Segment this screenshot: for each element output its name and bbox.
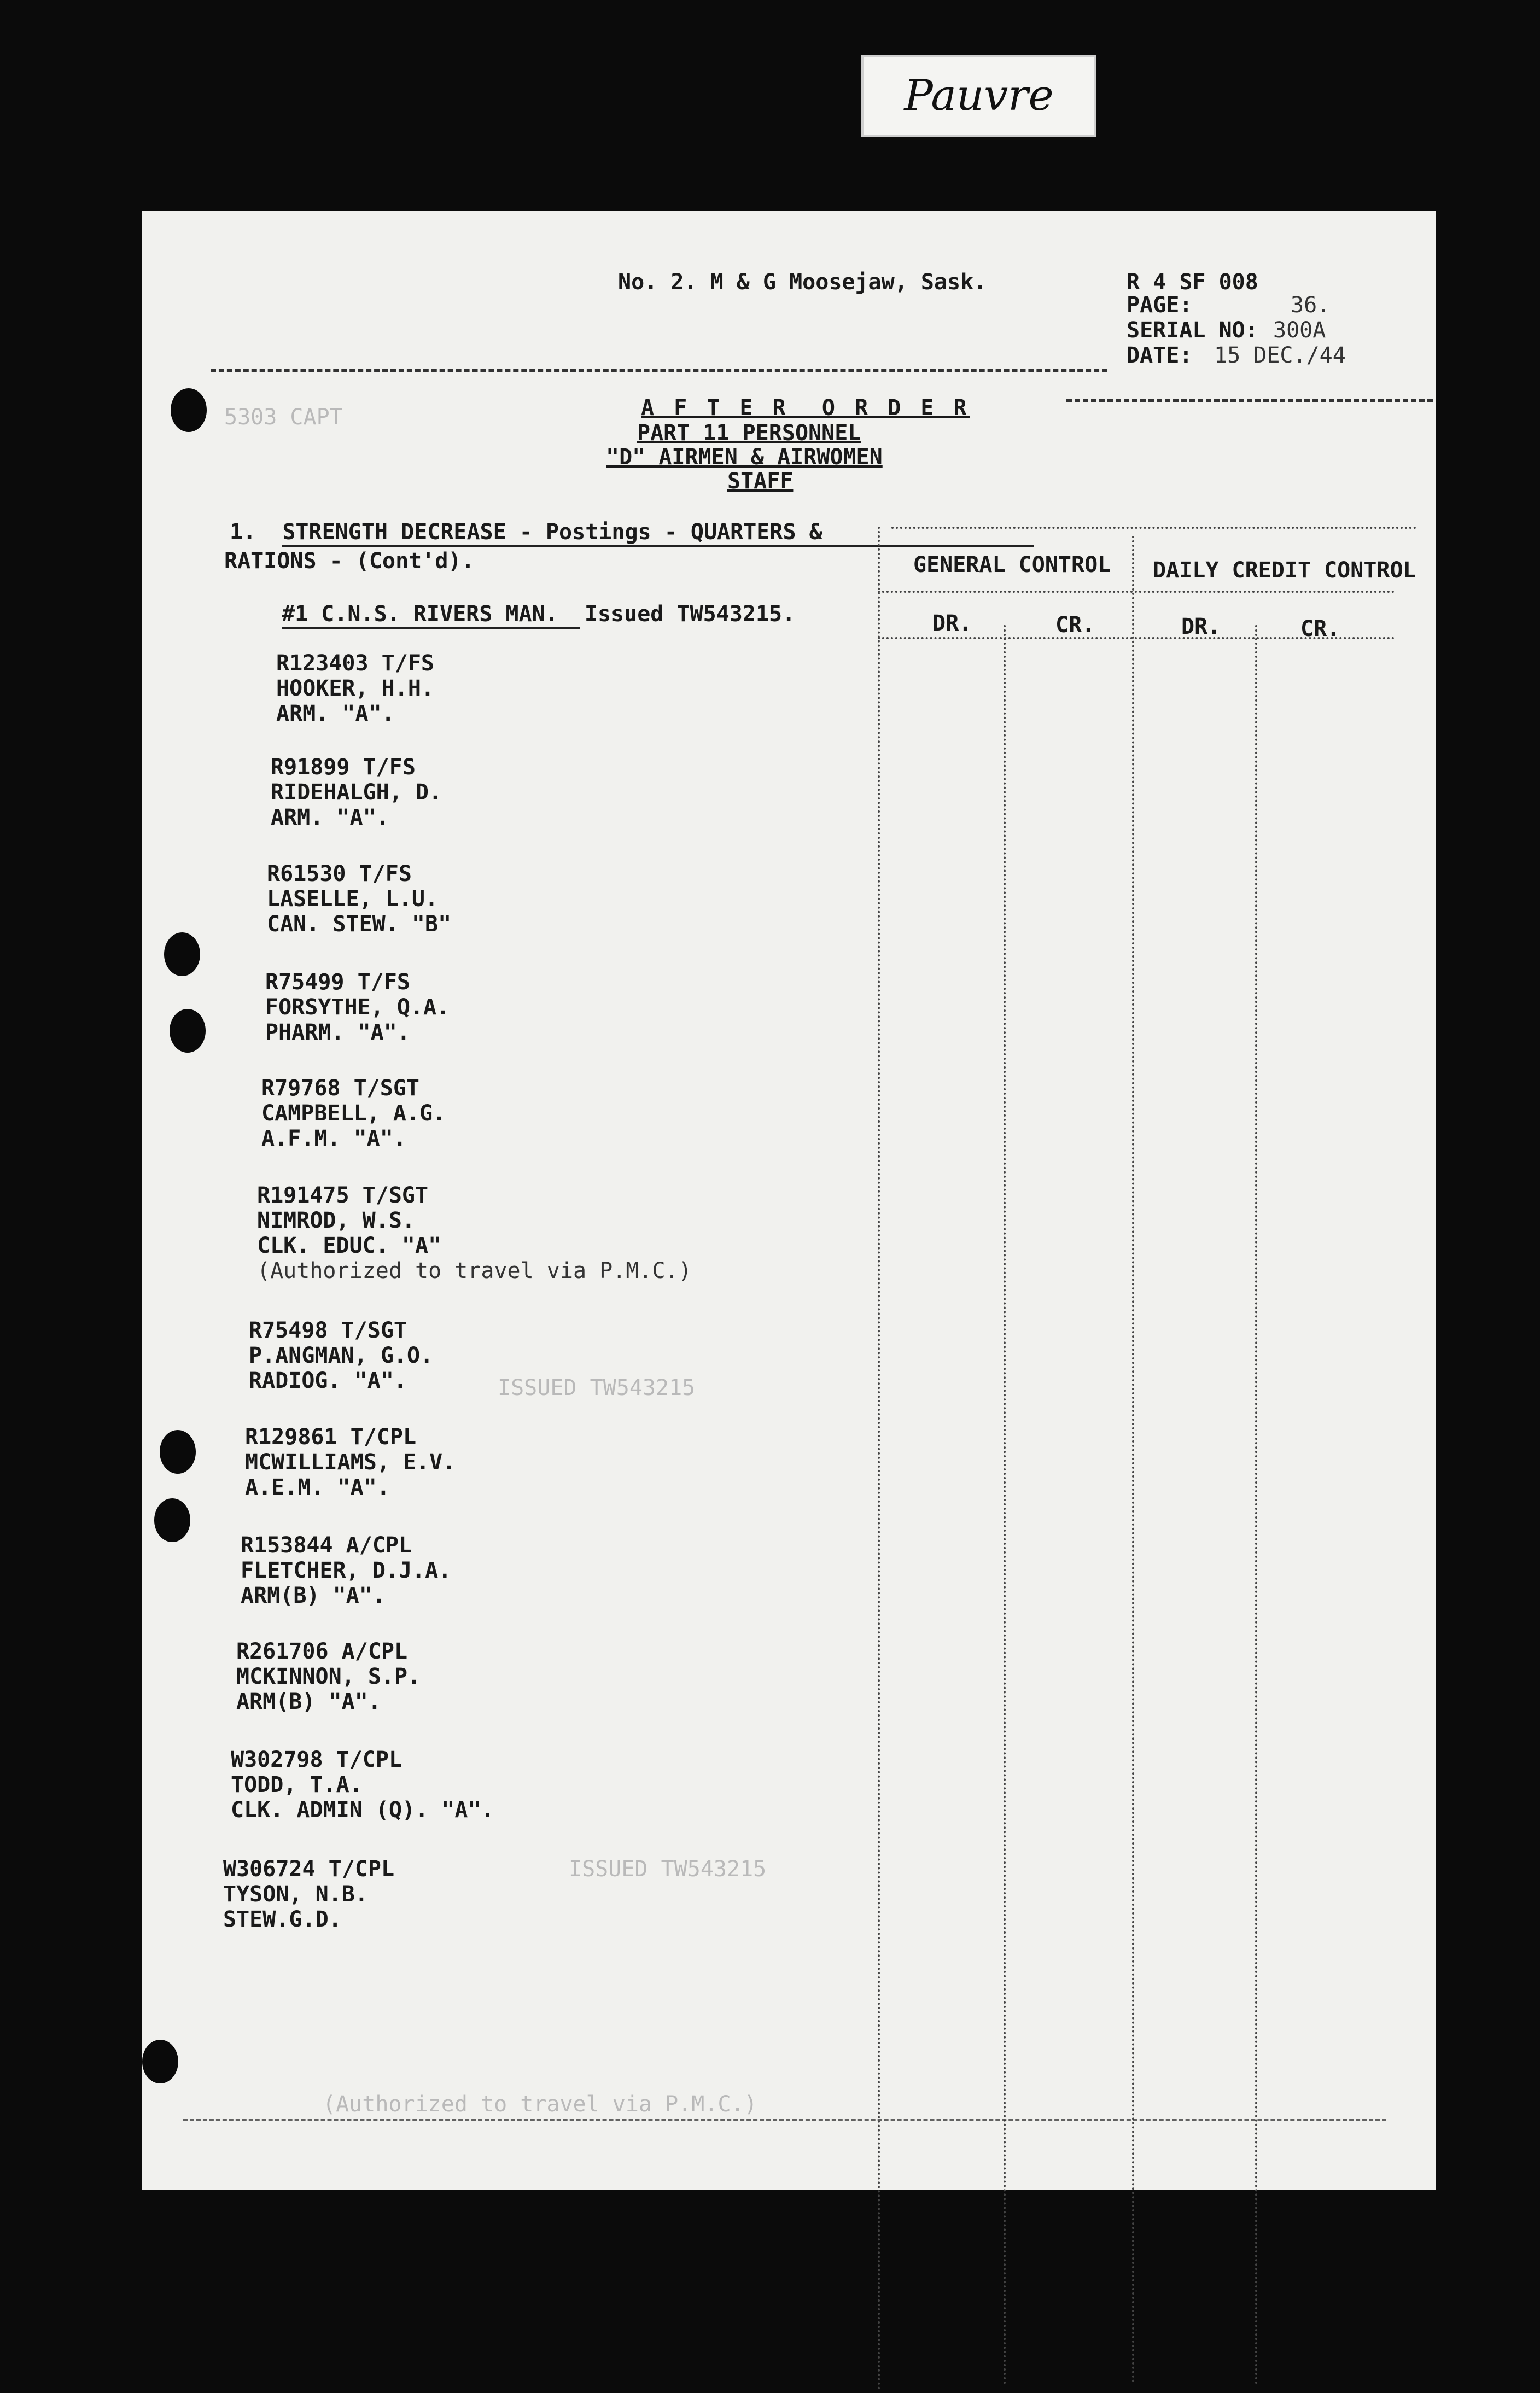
posting-entry xyxy=(265,970,450,1045)
service-number: R79768 T/SGT xyxy=(261,1076,419,1101)
trade: ARM. "A". xyxy=(271,805,389,830)
destination-underline xyxy=(282,627,580,629)
general-control-header: GENERAL CONTROL xyxy=(913,552,1111,577)
trade: CLK. EDUC. "A" xyxy=(257,1233,442,1258)
service-number: R75499 T/FS xyxy=(265,970,410,995)
cr-header: CR. xyxy=(1055,612,1095,638)
trade: A.E.M. "A". xyxy=(245,1475,390,1500)
posting-entry xyxy=(223,1857,394,1932)
posting-entry xyxy=(231,1747,494,1823)
bleed-text: ISSUED TW543215 xyxy=(498,1375,696,1400)
posting-entry xyxy=(261,1076,446,1151)
member-name: NIMROD, W.S. xyxy=(257,1208,415,1233)
unit-heading: No. 2. M & G Moosejaw, Sask. xyxy=(618,270,987,295)
title-staff: STAFF xyxy=(727,469,794,494)
title-airmen: "D" AIRMEN & AIRWOMEN xyxy=(606,445,883,470)
punch-hole xyxy=(160,1430,196,1474)
service-number: R123403 T/FS xyxy=(276,651,434,676)
bleed-text: 5303 CAPT xyxy=(224,405,343,430)
cr-header: CR. xyxy=(1300,616,1340,641)
punch-hole xyxy=(142,2040,178,2083)
posting-entry xyxy=(257,1183,692,1283)
control-column-2 xyxy=(1132,536,1134,2384)
punch-hole xyxy=(170,1009,206,1053)
service-number: W306724 T/CPL xyxy=(223,1857,395,1882)
serial-number: 300A xyxy=(1273,318,1326,343)
header-divider-right xyxy=(1066,399,1433,402)
member-name: CAMPBELL, A.G. xyxy=(261,1101,446,1126)
member-name: P.ANGMAN, G.O. xyxy=(249,1343,434,1368)
member-name: TODD, T.A. xyxy=(231,1772,363,1797)
posting-entry xyxy=(236,1639,421,1714)
date-label: DATE: xyxy=(1127,343,1193,368)
title-after-order: A F T E R O R D E R xyxy=(641,395,970,421)
posting-entry xyxy=(267,861,451,937)
trade: CLK. ADMIN (Q). "A". xyxy=(231,1797,494,1823)
service-number: R75498 T/SGT xyxy=(249,1318,407,1343)
trade: PHARM. "A". xyxy=(265,1020,410,1045)
service-number: R129861 T/CPL xyxy=(245,1425,417,1450)
handwritten-tag: Pauvre xyxy=(861,55,1096,137)
bleed-text: (Authorized to travel via P.M.C.) xyxy=(323,2092,757,2117)
service-number: R61530 T/FS xyxy=(267,861,412,886)
date-value: 15 DEC./44 xyxy=(1214,343,1346,368)
title-part: PART 11 PERSONNEL xyxy=(637,421,861,446)
trade: STEW.G.D. xyxy=(223,1907,342,1932)
header-divider xyxy=(211,369,1107,372)
posting-entry xyxy=(245,1425,456,1500)
dr-header: DR. xyxy=(1181,614,1221,639)
service-number: R191475 T/SGT xyxy=(257,1183,429,1208)
member-name: MCKINNON, S.P. xyxy=(236,1664,421,1689)
punch-hole xyxy=(154,1498,190,1542)
control-header-divider xyxy=(878,591,1395,593)
trade: RADIOG. "A". xyxy=(249,1368,407,1393)
service-number: W302798 T/CPL xyxy=(231,1747,402,1772)
trade: A.F.M. "A". xyxy=(261,1126,406,1151)
footer-divider xyxy=(183,2119,1386,2121)
member-name: TYSON, N.B. xyxy=(223,1882,368,1907)
section-underline xyxy=(282,545,1034,547)
section-heading-cont: RATIONS - (Cont'd). xyxy=(224,548,475,574)
order-sheet xyxy=(142,211,1436,2190)
posting-destination: #1 C.N.S. RIVERS MAN. Issued TW543215. xyxy=(282,602,796,627)
trade: CAN. STEW. "B" xyxy=(267,912,452,937)
member-name: RIDEHALGH, D. xyxy=(271,780,442,805)
trade: ARM(B) "A". xyxy=(236,1689,381,1714)
control-column-1 xyxy=(1004,625,1006,2386)
posting-entry xyxy=(271,755,442,830)
member-name: HOOKER, H.H. xyxy=(276,676,434,701)
posting-entry xyxy=(276,651,434,726)
bleed-text: ISSUED TW543215 xyxy=(569,1857,767,1882)
punch-hole xyxy=(171,388,207,432)
dr-header: DR. xyxy=(932,611,972,636)
control-table-top xyxy=(891,527,1416,529)
member-name: LASELLE, L.U. xyxy=(267,886,439,912)
order-code: R 4 SF 008 xyxy=(1127,270,1258,295)
trade: ARM(B) "A". xyxy=(241,1583,386,1608)
section-heading: 1. STRENGTH DECREASE - Postings - QUARTERS & xyxy=(230,520,822,545)
service-number: R91899 T/FS xyxy=(271,755,416,780)
page-label: PAGE: xyxy=(1127,293,1193,318)
serial-label: SERIAL NO: xyxy=(1127,318,1258,343)
posting-entry xyxy=(241,1533,451,1608)
service-number: R261706 A/CPL xyxy=(236,1639,408,1664)
member-name: FORSYTHE, Q.A. xyxy=(265,995,450,1020)
travel-note: (Authorized to travel via P.M.C.) xyxy=(257,1258,692,1283)
service-number: R153844 A/CPL xyxy=(241,1533,412,1558)
posting-entry xyxy=(249,1318,433,1393)
control-column-3 xyxy=(1255,625,1257,2386)
punch-hole xyxy=(164,932,200,976)
member-name: MCWILLIAMS, E.V. xyxy=(245,1450,456,1475)
control-column-left xyxy=(878,527,880,2391)
daily-credit-header: DAILY CREDIT CONTROL xyxy=(1153,558,1416,583)
trade: ARM. "A". xyxy=(276,701,395,726)
member-name: FLETCHER, D.J.A. xyxy=(241,1558,452,1583)
page-number: 36. xyxy=(1291,293,1331,318)
